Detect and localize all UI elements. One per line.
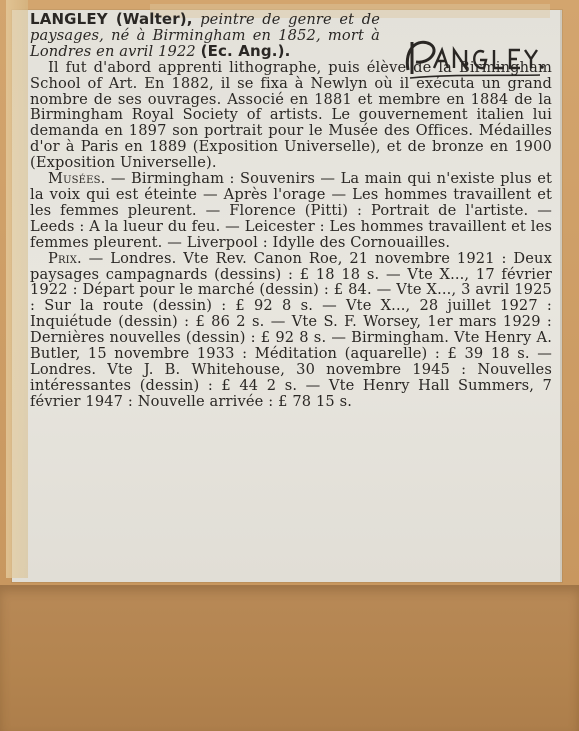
- tape-strip-left: [6, 0, 28, 578]
- dictionary-entry: [30, 12, 552, 410]
- musees-text: — Birmingham : Souvenirs — La main qui n'existe plus et la voix qui est éteinte — Après l'orage — Les hommes travaillent et les femmes pleurent. — Florence (Pitti) : Portrait de l'artiste. — Leeds : A la lueur du feu. — Leicester : Les hommes travaillent et les femmes pleurent. — Liverpool : Idylle des Cornouailles.: [30, 170, 552, 251]
- musees-label: Musées.: [48, 170, 106, 188]
- prix-text: — Londres. Vte Rev. Canon Roe, 21 novembre 1921 : Deux paysages campagnards (dessins) : £ 18 18 s. — Vte X..., 17 février 1922 : Départ pour le marché (dessin) : £ 84. — Vte X..., 3 avril 1925 : Sur la route (dessin) : £ 92 8 s. — Vte X..., 28 juillet 1927 : Inquiétude (dessin) : £ 86 2 s. — Vte S. F. Worsey, 1er mars 1929 : Dernières nouvelles (dessin) : £ 92 8 s. — Birmingham. Vte Henry A. Butler, 15 novembre 1933 : Méditation (aquarelle) : £ 39 18 s. — Londres. Vte J. B. Whitehouse, 30 novembre 1945 : Nouvelles intéressantes (dessin) : £ 44 2 s. — Vte Henry Hall Summers, 7 février 1947 : Nouvelle arrivée : £ 78 15 s.: [30, 249, 552, 410]
- biography: Il fut d'abord apprenti lithographe, puis élève de la Birmingham School of Art. En 1882, il se fixa à Newlyn où il exécuta un grand nombre de ses ouvrages. Associé en 1881 et membre en 1884 de la Birmingham Royal Society of artists. Le gouvernement italien lui demanda en 1897 son portrait pour le Musée des Offices. Médailles d'or à Paris en 1889 (Exposition Universelle), et de bronze en 1900 (Exposition Universelle).: [30, 58, 552, 172]
- entry-intro: [30, 12, 380, 60]
- prix-label: Prix.: [48, 249, 82, 267]
- prix-paragraph: [30, 251, 552, 410]
- musees-paragraph: [30, 171, 552, 251]
- frame-backing: [0, 585, 579, 731]
- artist-name: LANGLEY (Walter),: [30, 10, 193, 28]
- school-label: (Ec. Ang.).: [200, 41, 291, 60]
- intro-text: peintre de genre et de paysages, né à Birmingham en 1852, mort à Londres en avril 1922: [30, 11, 380, 60]
